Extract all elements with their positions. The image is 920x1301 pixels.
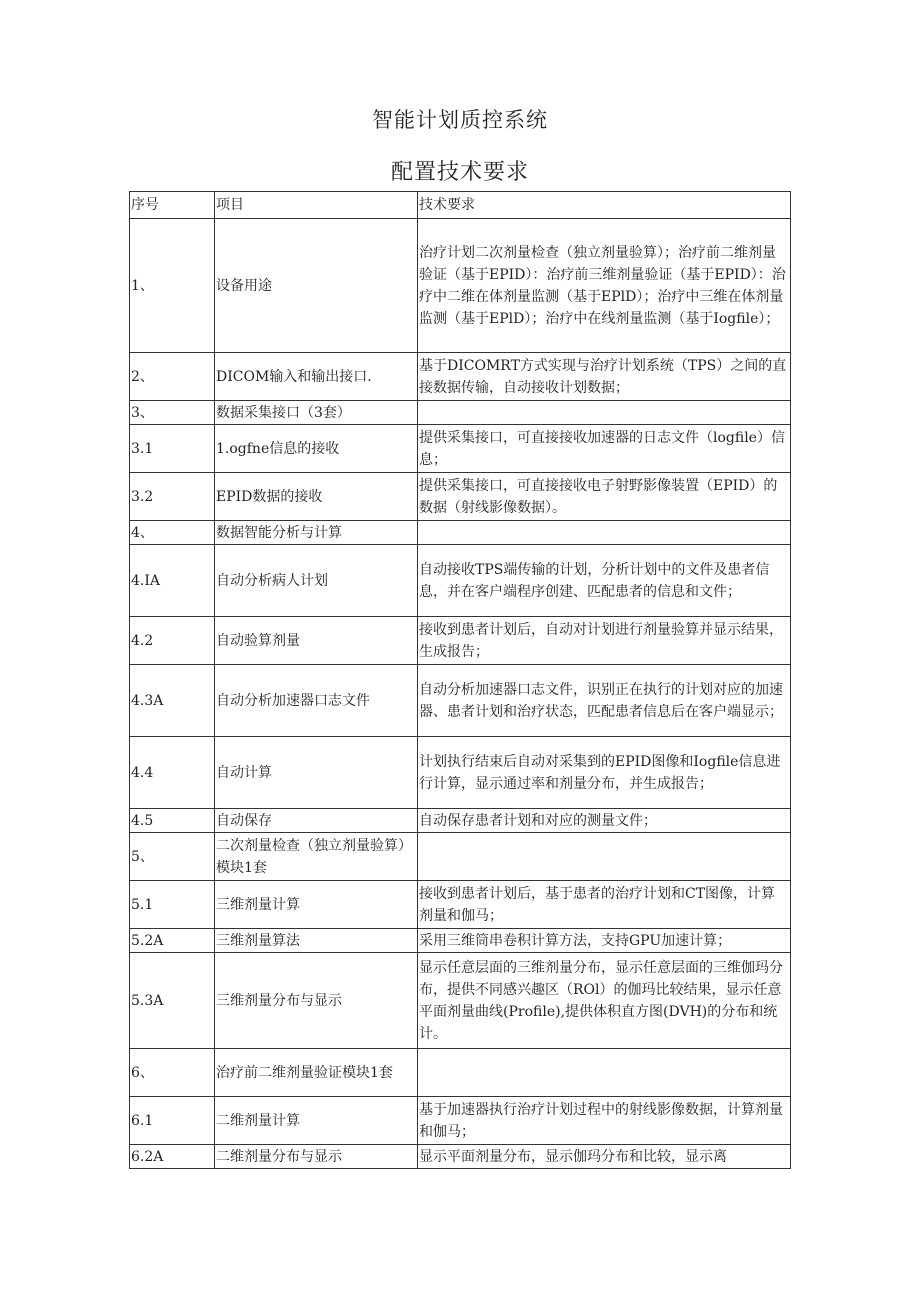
row-requirement: 显示任意层面的三维剂量分布，显示任意层面的三维伽玛分布，提供不同感兴趣区（ROl）的伽玛比较结果，显示任意平面剂量曲线(Profile),提供体积直方图(DVH)的分布和统计。 xyxy=(418,953,791,1049)
row-number: 1、 xyxy=(130,219,215,353)
document-subtitle: 配置技术要求 xyxy=(390,160,529,185)
row-number: 4.5 xyxy=(130,809,215,833)
row-item: 自动验算剂量 xyxy=(215,617,418,665)
table-header-row xyxy=(130,192,791,219)
requirements-table xyxy=(129,191,791,1169)
table-row xyxy=(130,833,791,881)
table-row xyxy=(130,1097,791,1145)
row-item: 二维剂量计算 xyxy=(215,1097,418,1145)
row-item: 自动分析加速器口志文件 xyxy=(215,665,418,737)
row-item: EPID数据的接收 xyxy=(215,473,418,521)
row-number: 4.4 xyxy=(130,737,215,809)
table-row xyxy=(130,545,791,617)
row-number: 5.1 xyxy=(130,881,215,929)
row-requirement: 自动分析加速器口志文件，识别正在执行的计划对应的加速器、患者计划和治疗状态，匹配患者信息后在客户端显示； xyxy=(418,665,791,737)
row-number: 6.1 xyxy=(130,1097,215,1145)
table-row xyxy=(130,617,791,665)
row-requirement: 基于加速器执行治疗计划过程中的射线影像数据，计算剂量和伽马； xyxy=(418,1097,791,1145)
row-requirement: 自动接收TPS端传输的计划，分析计划中的文件及患者信息，并在客户端程序创建、匹配患者的信息和文件； xyxy=(418,545,791,617)
table-row xyxy=(130,425,791,473)
row-item: 二次剂量检查（独立剂量验算）模块1套 xyxy=(215,833,418,881)
table-row xyxy=(130,1049,791,1097)
row-requirement xyxy=(418,401,791,425)
row-item: 自动分析病人计划 xyxy=(215,545,418,617)
row-number: 4.3A xyxy=(130,665,215,737)
document-title: 智能计划质控系统 xyxy=(372,108,548,132)
row-requirement: 采用三维筒串卷积计算方法，支持GPU加速计算； xyxy=(418,929,791,953)
row-requirement: 显示平面剂量分布，显示伽玛分布和比较，显示离 xyxy=(418,1145,791,1169)
row-requirement: 计划执行结束后自动对采集到的EPID图像和Iogfile信息进行计算，显示通过率和剂量分布，并生成报告； xyxy=(418,737,791,809)
table-row xyxy=(130,473,791,521)
table-row xyxy=(130,521,791,545)
row-number: 3.1 xyxy=(130,425,215,473)
row-number: 5.2A xyxy=(130,929,215,953)
table-row xyxy=(130,665,791,737)
row-number: 4.IA xyxy=(130,545,215,617)
row-item: 三维剂量计算 xyxy=(215,881,418,929)
row-item: 1.ogfne信息的接收 xyxy=(215,425,418,473)
row-requirement xyxy=(418,521,791,545)
row-item: DICOM输入和输出接口. xyxy=(215,353,418,401)
row-requirement: 基于DICOMRT方式实现与治疗计划系统（TPS）之间的直接数据传输，自动接收计划数据； xyxy=(418,353,791,401)
header-item: 项目 xyxy=(215,192,418,219)
row-number: 2、 xyxy=(130,353,215,401)
table-row xyxy=(130,353,791,401)
row-requirement: 接收到患者计划后，基于患者的治疗计划和CT图像，计算剂量和伽马； xyxy=(418,881,791,929)
row-number: 5、 xyxy=(130,833,215,881)
table-row xyxy=(130,1145,791,1169)
row-number: 4.2 xyxy=(130,617,215,665)
row-requirement: 提供采集接口，可直接接收电子射野影像装置（EPID）的数据（射线影像数据）。 xyxy=(418,473,791,521)
row-requirement: 治疗计划二次剂量检查（独立剂量验算）；治疗前二维剂量验证（基于EPID）：治疗前三维剂量验证（基于EPID）：治疗中二维在体剂量监测（基于EPlD）；治疗中三维在体剂量监测（基于EPlD）；治疗中在线剂量监测（基于Iogfile）； xyxy=(418,219,791,353)
row-item: 设备用途 xyxy=(215,219,418,353)
table-row xyxy=(130,219,791,353)
table-row xyxy=(130,929,791,953)
row-item: 三维剂量算法 xyxy=(215,929,418,953)
row-item: 治疗前二维剂量验证模块1套 xyxy=(215,1049,418,1097)
table-row xyxy=(130,401,791,425)
table-row xyxy=(130,737,791,809)
requirements-table-body xyxy=(130,192,791,1169)
row-item: 三维剂量分布与显示 xyxy=(215,953,418,1049)
row-requirement xyxy=(418,1049,791,1097)
row-number: 4、 xyxy=(130,521,215,545)
row-requirement: 提供采集接口，可直接接收加速器的日志文件（logfile）信息； xyxy=(418,425,791,473)
row-item: 数据智能分析与计算 xyxy=(215,521,418,545)
row-number: 6、 xyxy=(130,1049,215,1097)
header-no: 序号 xyxy=(130,192,215,219)
row-item: 自动计算 xyxy=(215,737,418,809)
row-requirement: 接收到患者计划后，自动对计划进行剂量验算并显示结果，生成报告； xyxy=(418,617,791,665)
row-number: 6.2A xyxy=(130,1145,215,1169)
row-requirement xyxy=(418,833,791,881)
row-item: 数据采集接口（3套） xyxy=(215,401,418,425)
table-row xyxy=(130,809,791,833)
table-row xyxy=(130,953,791,1049)
row-number: 3、 xyxy=(130,401,215,425)
row-item: 自动保存 xyxy=(215,809,418,833)
header-requirement: 技术要求 xyxy=(418,192,791,219)
row-requirement: 自动保存患者计划和对应的测量文件； xyxy=(418,809,791,833)
row-number: 3.2 xyxy=(130,473,215,521)
row-item: 二维剂量分布与显示 xyxy=(215,1145,418,1169)
row-number: 5.3A xyxy=(130,953,215,1049)
table-row xyxy=(130,881,791,929)
